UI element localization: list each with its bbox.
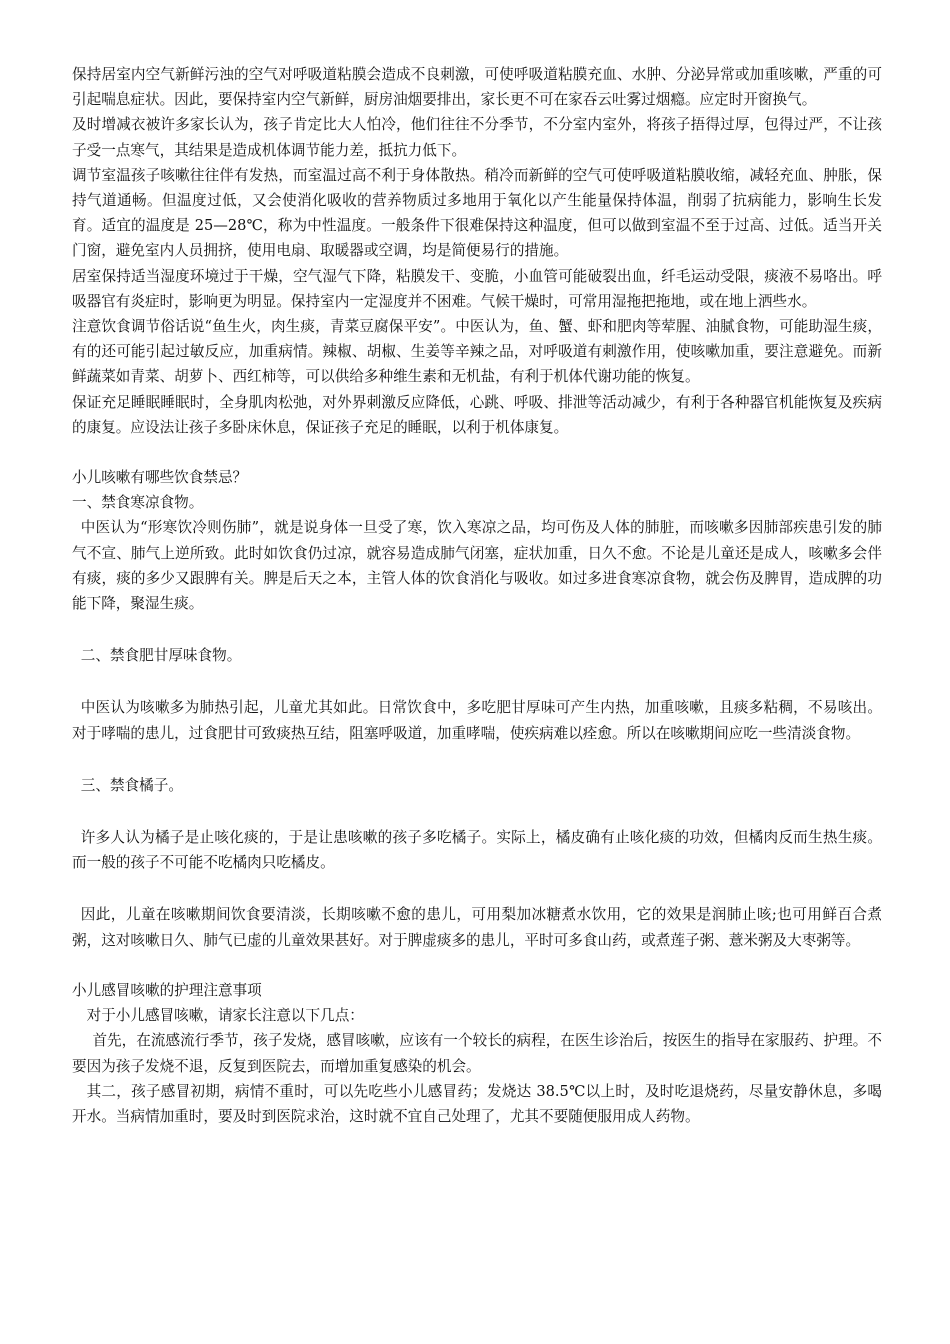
heading-cold-food: 一、禁食寒凉食物。: [72, 494, 204, 512]
spacer: [72, 668, 882, 695]
spacer: [72, 953, 882, 978]
paragraph-humidity: 居室保持适当湿度环境过于干燥，空气湿气下降，粘膜发干、变脆，小血管可能破裂出血，纤毛运动受限，痰液不易咯出。呼吸器官有炎症时，影响更为明显。保持室内一定湿度并不困难。气候干燥时，可常用湿拖把拖地，或在地上洒些水。: [72, 267, 882, 310]
heading-oranges: 三、禁食橘子。: [80, 776, 183, 794]
paragraph-care-second: 其二，孩子感冒初期，病情不重时，可以先吃些小儿感冒药；发烧达 38.5℃以上时，及时吃退烧药，尽量安静休息，多喝开水。当病情加重时，要及时到医院求治，这时就不宜自己处理了，尤其不要随便服用成人药物。: [72, 1082, 882, 1125]
spacer: [72, 798, 882, 825]
section-title-diet-taboos: 小儿咳嗽有哪些饮食禁忌？: [72, 469, 248, 487]
paragraph-sleep: 保证充足睡眠睡眠时，全身肌肉松弛，对外界刺激反应降低，心跳、呼吸、排泄等活动减少，有利于各种器官机能恢复及疾病的康复。应设法让孩子多卧床休息，保证孩子充足的睡眠，以利于机体康复。: [72, 393, 882, 436]
heading-fatty-food: 二、禁食肥甘厚味食物。: [80, 647, 242, 665]
spacer: [72, 746, 882, 773]
paragraph-fatty-food: 中医认为咳嗽多为肺热引起，儿童尤其如此。日常饮食中，多吃肥甘厚味可产生内热，加重咳嗽，且痰多粘稠，不易咳出。对于哮喘的患儿，过食肥甘可致痰热互结，阻塞呼吸道，加重哮喘，使疾病难以痊愈。所以在咳嗽期间应吃一些清淡食物。: [72, 699, 882, 742]
paragraph-clothing: 及时增减衣被许多家长认为，孩子肯定比大人怕冷，他们往往不分季节，不分室内室外，将孩子捂得过厚，包得过严，不让孩子受一点寒气，其结果是造成机体调节能力差，抵抗力低下。: [72, 116, 882, 159]
section-title-cold-care: 小儿感冒咳嗽的护理注意事项: [72, 981, 262, 999]
spacer: [72, 616, 882, 643]
paragraph-care-first: 首先，在流感流行季节，孩子发烧，感冒咳嗽，应该有一个较长的病程，在医生诊治后，按医生的指导在家服药、护理。不要因为孩子发烧不退，反复到医院去，而增加重复感染的机会。: [72, 1032, 882, 1075]
paragraph-oranges: 许多人认为橘子是止咳化痰的，于是让患咳嗽的孩子多吃橘子。实际上，橘皮确有止咳化痰的功效，但橘肉反而生热生痰。而一般的孩子不可能不吃橘肉只吃橘皮。: [72, 829, 882, 872]
paragraph-light-diet: 因此，儿童在咳嗽期间饮食要清淡，长期咳嗽不愈的患儿，可用梨加冰糖煮水饮用，它的效果是润肺止咳;也可用鲜百合煮粥，这对咳嗽日久、肺气已虚的儿童效果甚好。对于脾虚痰多的患儿，平时可多食山药，或煮莲子粥、薏米粥及大枣粥等。: [72, 906, 882, 949]
paragraph-room-temperature: 调节室温孩子咳嗽往往伴有发热，而室温过高不利于身体散热。稍冷而新鲜的空气可使呼吸道粘膜收缩，减轻充血、肿胀，保持气道通畅。但温度过低，又会使消化吸收的营养物质过多地用于氧化以产生能量保持体温，削弱了抗病能力，影响生长发育。适宜的温度是 25—28℃，称为中性温度。一般条件下很难保持这种温度，但可以做到室温不至于过高、过低。适当开关门窗，避免室内人员拥挤，使用电扇、取暖器或空调，均是简便易行的措施。: [72, 166, 882, 260]
paragraph-diet-adjustment: 注意饮食调节俗话说“鱼生火，肉生痰，青菜豆腐保平安”。中医认为，鱼、蟹、虾和肥肉等荤腥、油腻食物，可能助湿生痰，有的还可能引起过敏反应，加重病情。辣椒、胡椒、生姜等辛辣之品，对呼吸道有刺激作用，使咳嗽加重，要注意避免。而新鲜蔬菜如青菜、胡萝卜、西红柿等，可以供给多种维生素和无机盐，有利于机体代谢功能的恢复。: [72, 318, 882, 386]
document-page: [72, 62, 882, 1129]
spacer: [72, 440, 882, 465]
paragraph-care-intro: 对于小儿感冒咳嗽，请家长注意以下几点：: [86, 1007, 364, 1025]
paragraph-fresh-air: 保持居室内空气新鲜污浊的空气对呼吸道粘膜会造成不良刺激，可使呼吸道粘膜充血、水肿、分泌异常或加重咳嗽，严重的可引起喘息症状。因此，要保持室内空气新鲜，厨房油烟要排出，家长更不可在家吞云吐雾过烟瘾。应定时开窗换气。: [72, 66, 882, 109]
spacer: [72, 875, 882, 902]
paragraph-cold-food: 中医认为“形寒饮冷则伤肺”，就是说身体一旦受了寒，饮入寒凉之品，均可伤及人体的肺脏，而咳嗽多因肺部疾患引发的肺气不宣、肺气上逆所致。此时如饮食仍过凉，就容易造成肺气闭塞，症状加重，日久不愈。不论是儿童还是成人，咳嗽多会伴有痰，痰的多少又跟脾有关。脾是后天之本，主管人体的饮食消化与吸收。如过多进食寒凉食物，就会伤及脾胃，造成脾的功能下降，聚湿生痰。: [72, 519, 882, 613]
